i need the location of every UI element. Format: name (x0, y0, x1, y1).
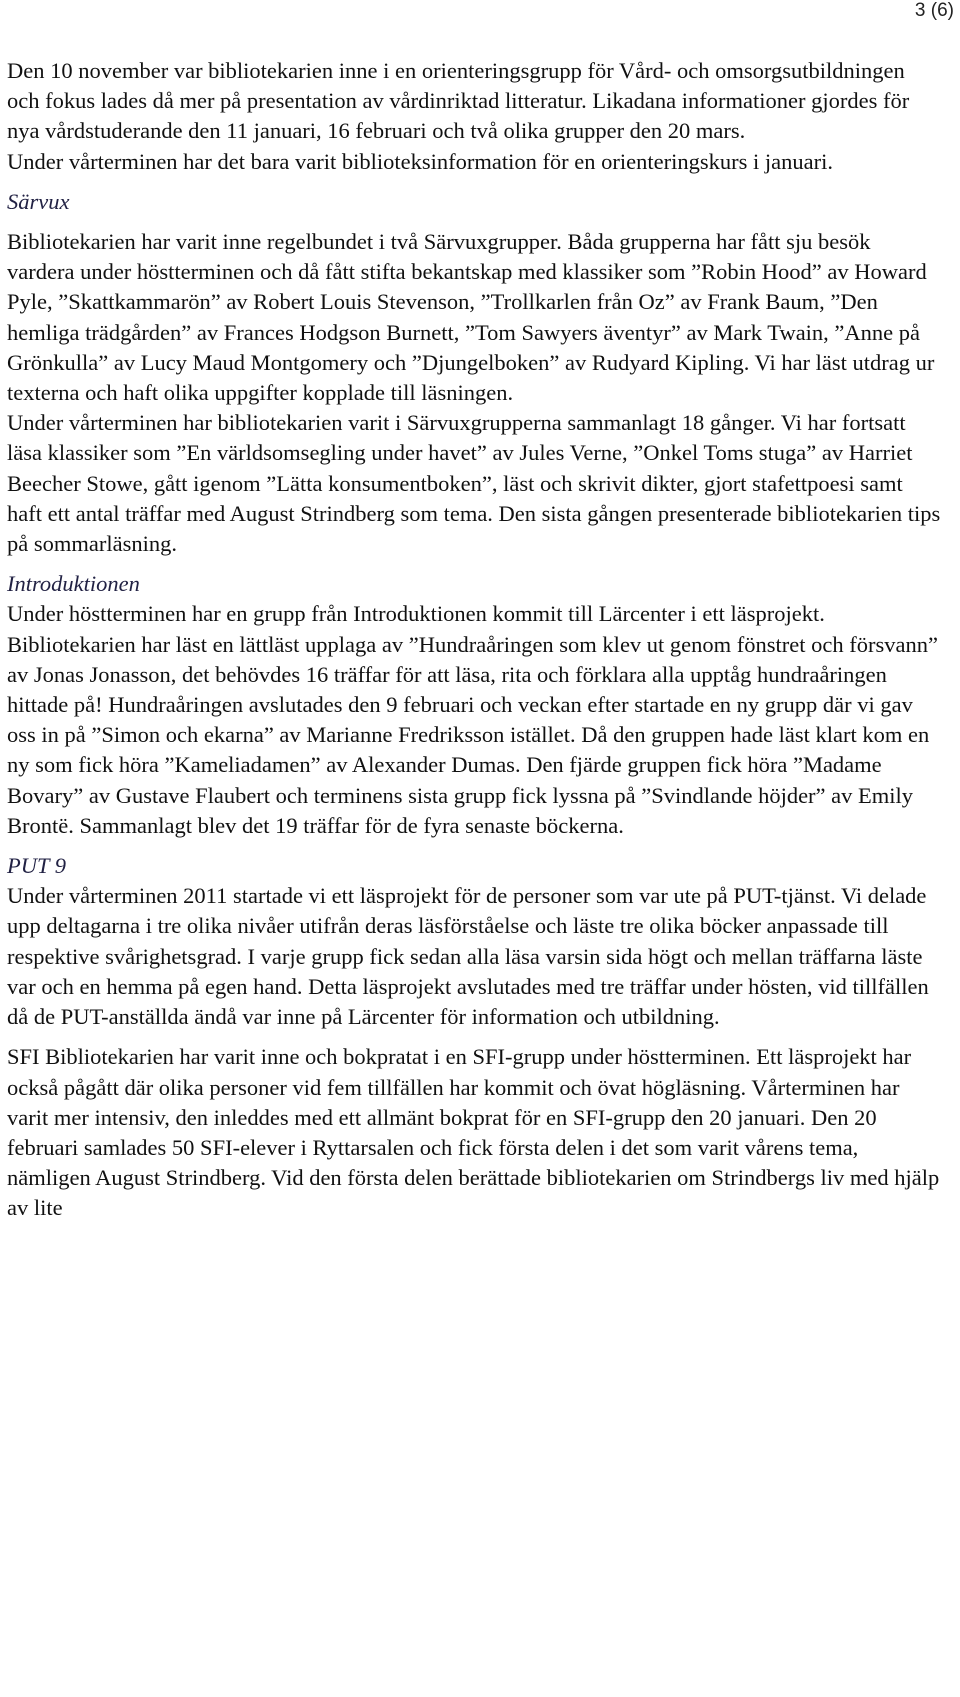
section-heading-introduktionen: Introduktionen (7, 571, 140, 597)
section-heading-put9: PUT 9 (7, 853, 66, 879)
intro-paragraph-2: Under vårterminen har det bara varit biblioteksinformation för en orienteringskurs i januari. (7, 148, 833, 174)
sfi-paragraph-1: SFI Bibliotekarien har varit inne och bokpratat i en SFI-grupp under höstterminen. Ett läsprojekt har också pågått där olika personer vid fem tillfällen har kommit och övat högläsning. Vårterminen har varit mer intensiv, den inleddes med ett allmänt bokprat för en SFI-grupp den 20 januari. Den 20 februari samlades 50 SFI-elever i Ryttarsalen och fick första delen i det som varit vårens tema, nämligen August Strindberg. Vid den första delen berättade bibliotekarien om Strindbergs liv med hjälp av lite (7, 1044, 940, 1221)
section-heading-sarvux: Särvux (7, 188, 70, 214)
document-body (7, 56, 942, 1224)
put9-paragraph-1: Under vårterminen 2011 startade vi ett läsprojekt för de personer som var ute på PUT-tjänst. Vi delade upp deltagarna i tre olika nivåer utifrån deras läsförståelse och läste tre olika böcker anpassade till respektive svårighetsgrad. I varje grupp fick sedan alla läsa varsin sida högt och mellan träffarna läste var och en hemma på egen hand. Detta läsprojekt avslutades med tre träffar under hösten, vid tillfällen då de PUT-anställda ändå var inne på Lärcenter för information och utbildning. (7, 883, 929, 1030)
page-number: 3 (6) (914, 0, 954, 21)
introduktionen-paragraph-1: Under höstterminen har en grupp från Introduktionen kommit till Lärcenter i ett läsprojekt. Bibliotekarien har läst en lättläst upplaga av ”Hundraåringen som klev ut genom fönstret och försvann” av Jonas Jonasson, det behövdes 16 träffar för att läsa, rita och förklara alla upptåg hundraåringen hittade på! Hundraåringen avslutades den 9 februari och veckan efter startade en ny grupp där vi gav oss in på ”Simon och ekarna” av Marianne Fredriksson istället. Då den gruppen hade läst klart kom en ny som fick höra ”Kameliadamen” av Alexander Dumas. Den fjärde gruppen fick höra ”Madame Bovary” av Gustave Flaubert och terminens sista grupp fick lyssna på ”Svindlande höjder” av Emily Brontë. Sammanlagt blev det 19 träffar för de fyra senaste böckerna. (7, 601, 938, 838)
sarvux-paragraph-1: Bibliotekarien har varit inne regelbundet i två Särvuxgrupper. Båda grupperna har fått sju besök vardera under höstterminen och då fått stifta bekantskap med klassiker som ”Robin Hood” av Howard Pyle, ”Skattkammarön” av Robert Louis Stevenson, ”Trollkarlen från Oz” av Frank Baum, ”Den hemliga trädgården” av Frances Hodgson Burnett, ”Tom Sawyers äventyr” av Mark Twain, ”Anne på Grönkulla” av Lucy Maud Montgomery och ”Djungelboken” av Rudyard Kipling. Vi har läst utdrag ur texterna och haft olika uppgifter kopplade till läsningen. (7, 229, 935, 406)
sarvux-paragraph-2: Under vårterminen har bibliotekarien varit i Särvuxgrupperna sammanlagt 18 gånger. Vi har fortsatt läsa klassiker som ”En världsomsegling under havet” av Jules Verne, ”Onkel Toms stuga” av Harriet Beecher Stowe, gått igenom ”Lätta konsumentboken”, läst och skrivit dikter, gjort stafettpoesi samt haft ett antal träffar med August Strindberg som tema. Den sista gången presenterade bibliotekarien tips på sommarläsning. (7, 410, 941, 557)
intro-paragraph-1: Den 10 november var bibliotekarien inne i en orienteringsgrupp för Vård- och omsorgsutbildningen och fokus lades då mer på presentation av vårdinriktad litteratur. Likadana informationer gjordes för nya vårdstuderande den 11 januari, 16 februari och två olika grupper den 20 mars. (7, 58, 910, 144)
